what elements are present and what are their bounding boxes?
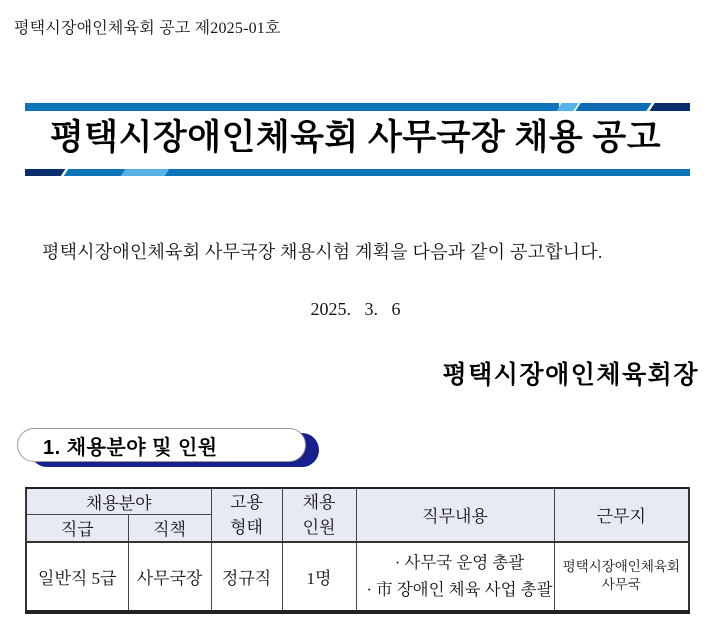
header-rank: 직급 [26,515,128,542]
header-headcount-line1: 채용 [302,492,336,512]
signer-title: 평택시장애인체육회장 [442,362,699,389]
doc-number: 평택시장애인체육회 공고 제2025-01호 [14,20,281,37]
cell-employment: 정규직 [211,542,282,612]
header-duties: 직무내용 [356,488,554,542]
table-row [26,542,689,612]
recruitment-table [25,487,690,614]
header-headcount [282,488,356,542]
cell-workplace [554,542,689,612]
header-position: 직책 [128,515,211,542]
bar-segment-lightblue [121,169,170,176]
section-heading-label: 1. 채용분야 및 인원 [43,436,218,459]
cell-duties [356,542,554,612]
header-workplace: 근무지 [554,488,689,542]
cell-headcount: 1명 [282,542,356,612]
intro-text: 평택시장애인체육회 사무국장 채용시험 계획을 다음과 같이 공고합니다. [42,242,603,262]
bar-segment-navy [649,103,690,111]
header-headcount-line2: 인원 [302,517,336,537]
cell-position: 사무국장 [128,542,211,612]
header-employment-type [211,488,282,542]
announcement-date: 2025. 3. 6 [310,299,401,319]
page-title: 평택시장애인체육회 사무국장 채용 공고 [49,118,662,157]
header-recruit-field: 채용분야 [26,488,211,515]
banner-bottom-bar [25,169,690,176]
bar-segment-blue [25,103,559,111]
banner-top-bar [25,103,690,111]
bar-segment-midblue [575,103,651,111]
section-heading-pill [17,428,306,462]
duty-line-1: · 사무국 운영 총괄 [394,553,525,572]
workplace-line-2: 사무국 [601,577,641,592]
cell-rank: 일반직 5급 [26,542,128,612]
header-employment-line2: 형태 [230,517,263,537]
header-employment-line1: 고용 [230,492,263,512]
bar-segment-navy [25,169,65,176]
duty-line-2: · 市 장애인 체육 사업 총괄 [366,580,553,599]
workplace-line-1: 평택시장애인체육회 [562,559,680,574]
table-header-row-1 [26,488,689,515]
